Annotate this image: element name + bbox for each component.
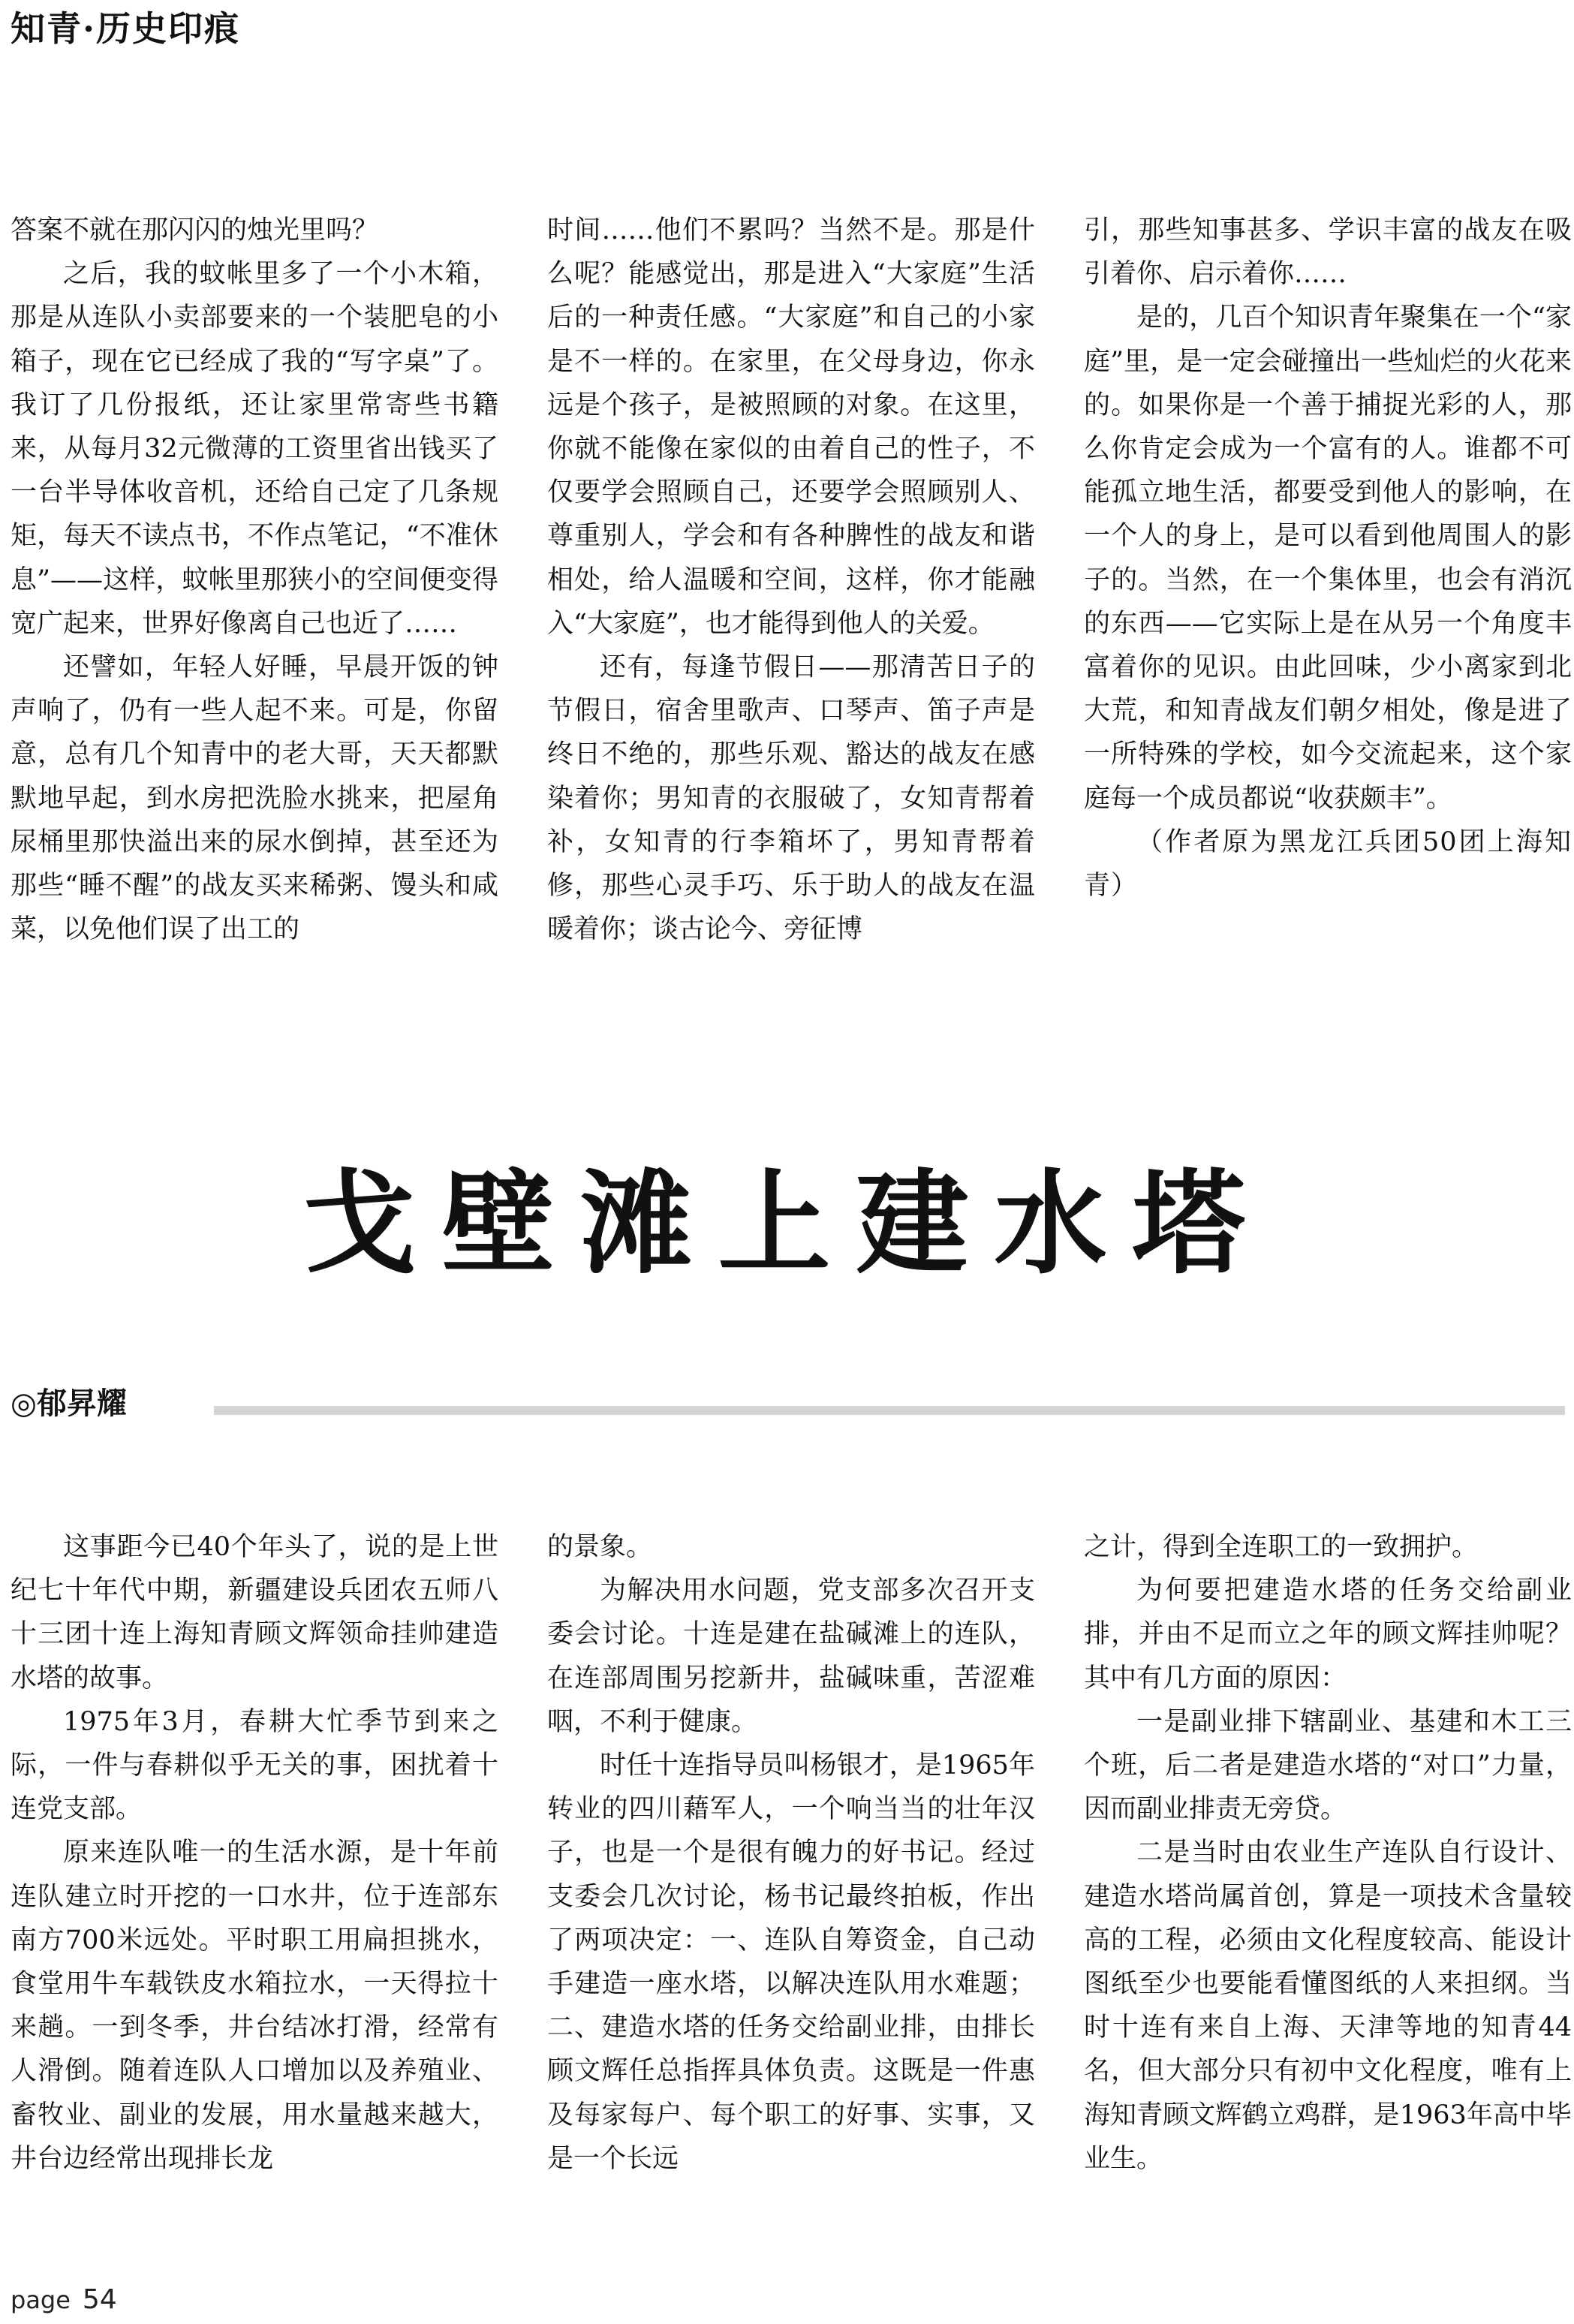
paragraph: 还譬如，年轻人好睡，早晨开饭的钟声响了，仍有一些人起不来。可是，你留意，总有几个知青中的老大哥，天天都默默地早起，到水房把洗脸水挑来，把屋角尿桶里那快溢出来的尿水倒掉，甚至还为那些“睡不醒”的战友买来稀粥、馒头和咸菜，以免他们误了出工的 — [11, 652, 498, 945]
article-title: 戈壁滩上建水塔 — [303, 1157, 1271, 1290]
paragraph: 还有，每逢节假日——那清苦日子的节假日，宿舍里歌声、口琴声、笛子声是终日不绝的，那些乐观、豁达的战友在感染着你；男知青的衣服破了，女知青帮着补，女知青的行李箱坏了，男知青帮着修，那些心灵手巧、乐于助人的战友在温暖着你；谈古论今、旁征博 — [547, 652, 1035, 945]
paragraph: 答案不就在那闪闪的烛光里吗？ — [11, 215, 379, 245]
paragraph: 是的，几百个知识青年聚集在一个“家庭”里，是一定会碰撞出一些灿烂的火花来的。如果你是一个善于捕捉光彩的人，那么你肯定会成为一个富有的人。谁都不可能孤立地生活，都要受到他人的影响，在一个人的身上，是可以看到他周围人的影子的。当然，在一个集体里，也会有消沉的东西——它实际上是在从另一个角度丰富着你的见识。由此回味，少小离家到北大荒，和知青战友们朝夕相处，像是进了一所特殊的学校，如今交流起来，这个家庭每一个成员都说“收获颇丰”。 — [1084, 303, 1572, 814]
paragraph: 引，那些知事甚多、学识丰富的战友在吸引着你、启示着你…… — [1084, 215, 1572, 290]
page-footer — [11, 2283, 117, 2316]
paragraph: 时间……他们不累吗？当然不是。那是什么呢？能感觉出，那是进入“大家庭”生活后的一种责任感。“大家庭”和自己的小家是不一样的。在家里，在父母身边，你永远是个孩子，是被照顾的对象。在这里，你就不能像在家似的由着自己的性子，不仅要学会照顾自己，还要学会照顾别人、尊重别人，学会和有各种脾性的战友和谐相处，给人温暖和空间，这样，你才能融入“大家庭”，也才能得到他人的关爱。 — [547, 215, 1035, 639]
paragraph: 原来连队唯一的生活水源，是十年前连队建立时开挖的一口水井，位于连部东南方700米远处。平时职工用扁担挑水，食堂用牛车载铁皮水箱拉水，一天得拉十来趟。一到冬季，井台结冰打滑，经常有人滑倒。随着连队人口增加以及养殖业、畜牧业、副业的发展，用水量越来越大，井台边经常出现排长龙 — [11, 1838, 498, 2174]
article-column-3 — [1084, 1525, 1572, 2181]
prev-article-column-2 — [547, 209, 1035, 951]
paragraph: 为解决用水问题，党支部多次召开支委会讨论。十连是建在盐碱滩上的连队，在连部周围另挖新井，盐碱味重，苦涩难咽，不利于健康。 — [547, 1576, 1035, 1737]
article-column-1 — [11, 1525, 498, 2181]
paragraph: 1975年3月，春耕大忙季节到来之际，一件与春耕似乎无关的事，困扰着十连党支部。 — [11, 1706, 498, 1825]
paragraph: 为何要把建造水塔的任务交给副业排，并由不足而立之年的顾文辉挂帅呢？其中有几方面的原因： — [1084, 1576, 1572, 1693]
section-header: 知青·历史印痕 — [11, 8, 241, 49]
paragraph: 二是当时由农业生产连队自行设计、建造水塔尚属首创，算是一项技术含量较高的工程，必须由文化程度较高、能设计图纸至少也要能看懂图纸的人来担纲。当时十连有来自上海、天津等地的知青44名，但大部分只有初中文化程度，唯有上海知青顾文辉鹤立鸡群，是1963年高中毕业生。 — [1084, 1838, 1572, 2174]
paragraph: 时任十连指导员叫杨银才，是1965年转业的四川藉军人，一个响当当的壮年汉子，也是一个是很有魄力的好书记。经过支委会几次讨论，杨书记最终拍板，作出了两项决定：一、连队自筹资金，自己动手建造一座水塔，以解决连队用水难题；二、建造水塔的任务交给副业排，由排长顾文辉任总指挥具体负责。这既是一件惠及每家每户、每个职工的好事、实事，又是一个长远 — [547, 1751, 1035, 2174]
author-note: （作者原为黑龙江兵团50团上海知青） — [1084, 826, 1572, 902]
page-number: 54 — [82, 2284, 117, 2315]
page-label: page — [11, 2286, 71, 2314]
author-divider — [214, 1406, 1565, 1415]
prev-article-column-1 — [11, 209, 498, 951]
paragraph: 一是副业排下辖副业、基建和木工三个班，后二者是建造水塔的“对口”力量，因而副业排责无旁贷。 — [1084, 1706, 1572, 1825]
paragraph: 的景象。 — [547, 1532, 653, 1562]
paragraph: 之后，我的蚊帐里多了一个小木箱，那是从连队小卖部要来的一个装肥皂的小箱子，现在它已经成了我的“写字桌”了。我订了几份报纸，还让家里常寄些书籍来，从每月32元微薄的工资里省出钱买了一台半导体收音机，还给自己定了几条规矩，每天不读点书，不作点笔记，“不准休息”——这样，蚊帐里那狭小的空间便变得宽广起来，世界好像离自己也近了…… — [11, 259, 498, 639]
paragraph: 之计，得到全连职工的一致拥护。 — [1084, 1532, 1479, 1562]
author-byline: ◎郁昇耀 — [11, 1386, 127, 1421]
paragraph: 这事距今已40个年头了，说的是上世纪七十年代中期，新疆建设兵团农五师八十三团十连上海知青顾文辉领命挂帅建造水塔的故事。 — [11, 1532, 498, 1693]
article-column-2 — [547, 1525, 1035, 2181]
prev-article-column-3 — [1084, 209, 1572, 908]
